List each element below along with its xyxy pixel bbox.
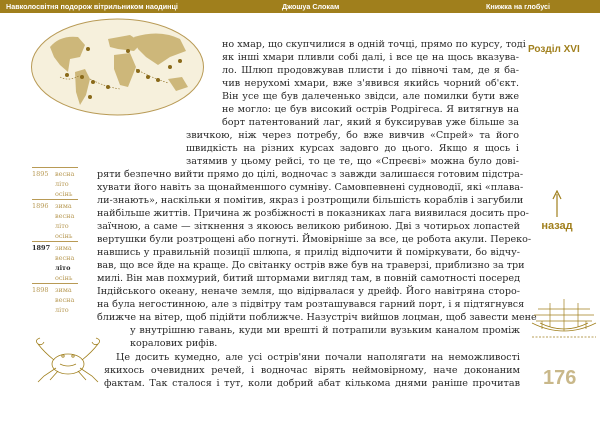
season-label: зима bbox=[55, 244, 72, 252]
season-label: весна bbox=[55, 296, 75, 304]
current-season-label: літо bbox=[55, 264, 71, 272]
text-line: як інші хмари пливли собі далі, і все це на щось вказува- bbox=[222, 52, 519, 63]
text-line: хувати його навіть за щонайменшого сумніву. Самовпевнені судноводії, які «плава- bbox=[97, 182, 524, 193]
season-label: зима bbox=[55, 286, 72, 294]
year-label: 1895 bbox=[32, 170, 49, 178]
timeline-year-1898 bbox=[32, 283, 78, 315]
season-label: осінь bbox=[55, 190, 73, 198]
season-label: літо bbox=[55, 180, 69, 188]
text-line: ло. Шлюп продовжував плисти і до півночі там, де я ба- bbox=[222, 65, 519, 76]
year-label: 1897 bbox=[32, 244, 51, 252]
world-map-illustration bbox=[30, 17, 205, 117]
season-label: зима bbox=[55, 202, 72, 210]
text-line: затямив у цьому рейсі, то це те, що «Спреєві» можна було дові- bbox=[186, 156, 519, 167]
season-label: весна bbox=[55, 170, 75, 178]
page-number: 176 bbox=[543, 367, 577, 389]
text-line: ряти безпечно вийти прямо до цілі, водночас з завжди залишаєся готовим підстра- bbox=[97, 169, 524, 180]
year-label: 1896 bbox=[32, 202, 49, 210]
body-text-main bbox=[97, 168, 537, 324]
year-label: 1898 bbox=[32, 286, 49, 294]
text-line: Індійського океану, неначе земля, що відірвалася у дрейф. Його навітряна сторо- bbox=[97, 286, 520, 297]
text-line: но хмар, що скупчилися в одній точці, прямо по курсу, тоді bbox=[222, 39, 526, 50]
text-line: звичкою, ніж через потребу, бо вже вивчив «Спрей» та його bbox=[186, 130, 519, 141]
season-label: літо bbox=[55, 306, 69, 314]
text-line: Він усе ще був далеченько звідси, але помилки бути вже bbox=[222, 91, 519, 102]
timeline-year-1895 bbox=[32, 167, 78, 199]
header-bar bbox=[0, 0, 600, 13]
season-label: літо bbox=[55, 222, 69, 230]
text-line: Це досить кумедно, але усі острів'яни почали наполягати на неможливості bbox=[116, 352, 520, 363]
text-line: коралових рифів. bbox=[130, 338, 218, 349]
text-line: швидкість на різних курсах задовго до цього. Якщо я щось і bbox=[186, 143, 519, 154]
text-line: найбільше життів. Причина ж розбіжності в показниках лага виявилася досить про- bbox=[97, 208, 529, 219]
timeline-year-1896 bbox=[32, 199, 78, 241]
up-arrow-icon bbox=[552, 190, 562, 218]
text-line: фактам. Так сталося і тут, коли добрий абат кількома днями раніше прочитав bbox=[104, 378, 520, 389]
text-line: навшись у правильній позиції шлюпа, я прилід відпочити й поміркувати, бо відчу- bbox=[97, 247, 520, 258]
ship-sketch-illustration bbox=[530, 293, 598, 345]
header-author: Джошуа Слокам bbox=[282, 2, 340, 11]
body-text-wide-top bbox=[186, 129, 519, 168]
header-series[interactable]: Книжка на глобусі bbox=[486, 2, 551, 11]
text-line: ближче на вітер, щоб підійти поближче. Назустріч вийшов лоцман, щоб завести мене bbox=[97, 312, 537, 323]
back-label[interactable]: назад bbox=[541, 220, 573, 232]
text-line: вав, що все йде на краще. До світанку острів вже був на траверзі, приблизно за три bbox=[97, 260, 525, 271]
body-text-end bbox=[104, 351, 520, 390]
text-line: ли-знають», наскільки я помітив, якраз і розтрощили більшість кораблів і загубили bbox=[97, 195, 524, 206]
text-line: заїчною, а саме — зіткнення з якоюсь великою рибиною. Дві з чотирьох лопастей bbox=[97, 221, 520, 232]
season-label: весна bbox=[55, 212, 75, 220]
text-line: якихось очевидних речей, і водночас вірять неймовірному, наче доконаним bbox=[104, 365, 520, 376]
text-line: вертушки були розтрощені або погнуті. Ймовірніше за все, це робота акули. Переко- bbox=[97, 234, 532, 245]
season-label: весна bbox=[55, 254, 75, 262]
text-line: на була негостинною, але з підвітру там розташувався гарний порт, і я підтягнувся bbox=[97, 299, 525, 310]
text-line: борт патентований лаг, який я буксирував уже більше за bbox=[222, 117, 519, 128]
chapter-label: Розділ XVI bbox=[528, 44, 580, 55]
season-label: осінь bbox=[55, 232, 73, 240]
timeline-year-1897 bbox=[32, 241, 78, 283]
text-line: чив нерухомі хмари, вже з'явився якийсь чорний об'єкт. bbox=[222, 78, 519, 89]
body-text-top bbox=[222, 38, 526, 129]
back-button[interactable] bbox=[532, 190, 582, 232]
text-line: не могло: це був високий острів Родрігеса. Я витягнув на bbox=[222, 104, 519, 115]
season-label: осінь bbox=[55, 274, 73, 282]
header-book-title: Навколосвітня подорож вітрильником наодинці bbox=[6, 2, 178, 11]
year-timeline bbox=[32, 167, 78, 315]
text-line: милі. Він мав похмурий, битий штормами вигляд там, в повній самотності посеред bbox=[97, 273, 520, 284]
crab-illustration bbox=[30, 336, 105, 384]
body-text-crab-wrap bbox=[130, 324, 520, 350]
text-line: у внутрішню гавань, куди ми врешті й потрапили вузьким каналом проміж bbox=[130, 325, 520, 336]
